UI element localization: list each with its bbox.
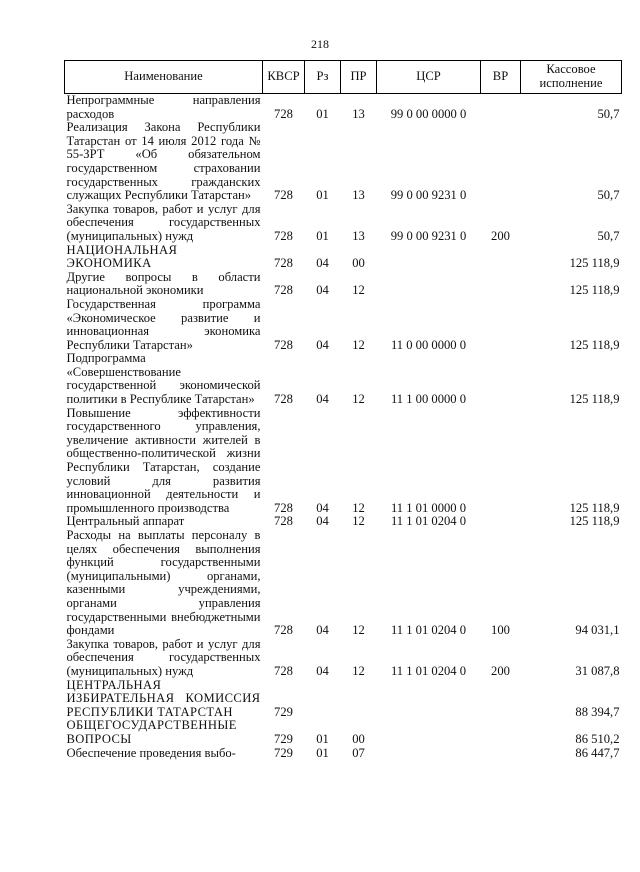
page-number: 218 [311, 37, 329, 51]
row-sum: 125 118,9 [569, 337, 620, 352]
row-pr: 07 [352, 745, 365, 760]
row-vr [481, 747, 521, 761]
table-row [65, 638, 622, 679]
row-vr [481, 352, 521, 406]
row-sum: 50,7 [597, 188, 620, 203]
row-kvsr: 728 [274, 392, 293, 407]
header-sum: Кассовое исполнение [521, 61, 622, 94]
row-rz: 04 [316, 500, 329, 515]
row-csr: 11 1 01 0204 0 [390, 663, 467, 678]
row-vr [481, 515, 521, 529]
row-vr [481, 121, 521, 203]
row-kvsr: 728 [274, 663, 293, 678]
row-name: Закупка товаров, работ и услуг для обеспечения государственных (муниципальных) нужд [66, 201, 261, 243]
row-sum: 31 087,8 [575, 663, 620, 678]
row-sum: 125 118,9 [569, 500, 620, 515]
row-vr [481, 271, 521, 298]
row-csr [377, 719, 481, 746]
row-kvsr: 729 [274, 731, 293, 746]
row-pr: 00 [352, 256, 365, 271]
row-name: Расходы на выплаты персоналу в целях обеспечения выполнения функций государственными (муниципальными) органами, казенными учреждениями, органами управления государственными внебюджетными фондами [66, 528, 261, 638]
row-csr: 99 0 00 0000 0 [390, 106, 467, 121]
row-csr: 11 1 01 0000 0 [390, 500, 467, 515]
row-sum: 125 118,9 [569, 283, 620, 298]
row-pr: 12 [352, 392, 365, 407]
row-sum: 86 510,2 [575, 731, 620, 746]
row-rz: 04 [316, 256, 329, 271]
row-vr [481, 298, 521, 352]
row-csr [377, 747, 481, 761]
row-vr: 200 [491, 228, 510, 243]
table-row [65, 407, 622, 516]
header-csr: ЦСР [377, 61, 481, 94]
budget-table [64, 60, 622, 760]
header-vr: ВР [481, 61, 521, 94]
row-rz: 04 [316, 283, 329, 298]
row-vr [481, 719, 521, 746]
row-kvsr: 728 [274, 228, 293, 243]
row-rz: 01 [316, 731, 329, 746]
row-kvsr: 728 [274, 256, 293, 271]
row-pr: 13 [352, 228, 365, 243]
row-sum: 125 118,9 [569, 392, 620, 407]
row-csr: 99 0 00 9231 0 [390, 228, 467, 243]
row-pr: 12 [352, 283, 365, 298]
row-sum: 125 118,9 [569, 514, 620, 529]
table-row [65, 203, 622, 244]
row-pr: 12 [352, 337, 365, 352]
table-row [65, 94, 622, 122]
table-row [65, 747, 622, 761]
row-vr: 200 [491, 663, 510, 678]
row-kvsr: 728 [274, 623, 293, 638]
row-rz: 01 [316, 745, 329, 760]
row-vr [481, 407, 521, 516]
row-rz [305, 679, 341, 720]
row-kvsr: 728 [274, 514, 293, 529]
row-pr: 00 [352, 731, 365, 746]
table-row [65, 529, 622, 638]
row-vr [481, 244, 521, 271]
row-name: Повышение эффективности государственного управления, увеличение активности жителей в общественно-политической жизни Республики Татарстан, создание условий для развития инновационной деятельности и промышленного производства [66, 405, 261, 515]
row-sum: 86 447,7 [575, 745, 620, 760]
row-rz: 01 [316, 188, 329, 203]
row-name: Центральный аппарат [66, 514, 185, 529]
row-csr [377, 679, 481, 720]
table-row [65, 298, 622, 352]
row-kvsr: 729 [274, 745, 293, 760]
row-kvsr: 729 [274, 704, 293, 719]
row-csr [377, 271, 481, 298]
row-pr: 12 [352, 500, 365, 515]
row-csr: 11 1 00 0000 0 [390, 392, 467, 407]
row-csr: 99 0 00 9231 0 [390, 188, 467, 203]
row-name: НАЦИОНАЛЬНАЯ ЭКОНОМИКА [66, 242, 178, 271]
row-sum: 50,7 [597, 228, 620, 243]
row-csr: 11 1 01 0204 0 [390, 514, 467, 529]
row-name: ЦЕНТРАЛЬНАЯ ИЗБИРАТЕЛЬНАЯ КОМИССИЯ РЕСПУБЛИКИ ТАТАРСТАН [66, 677, 261, 719]
row-name: Подпрограмма «Совершенствование государственной экономической политики в Республике Татарстан» [66, 351, 261, 407]
row-sum: 94 031,1 [575, 623, 620, 638]
header-pr: ПР [341, 61, 377, 94]
row-name: Реализация Закона Республики Татарстан от 14 июля 2012 года № 55-ЗРТ «Об обязательном государственном страховании государственных гражданских служащих Республики Татарстан» [66, 120, 261, 203]
row-pr: 13 [352, 188, 365, 203]
row-kvsr: 728 [274, 283, 293, 298]
row-rz: 04 [316, 663, 329, 678]
header-name: Наименование [65, 61, 263, 94]
table-row [65, 515, 622, 529]
row-kvsr: 728 [274, 337, 293, 352]
row-vr: 100 [491, 623, 510, 638]
row-sum: 50,7 [597, 106, 620, 121]
table-row [65, 352, 622, 406]
row-kvsr: 728 [274, 106, 293, 121]
row-sum: 88 394,7 [575, 704, 620, 719]
table-header-row [65, 61, 622, 94]
row-name: Непрограммные направления расходов [66, 93, 261, 121]
row-rz: 04 [316, 623, 329, 638]
row-pr: 12 [352, 514, 365, 529]
row-name: Закупка товаров, работ и услуг для обеспечения государственных (муниципальных) нужд [66, 636, 261, 678]
row-vr [481, 679, 521, 720]
row-pr: 12 [352, 663, 365, 678]
row-rz: 04 [316, 392, 329, 407]
table-row [65, 679, 622, 720]
row-pr [341, 679, 377, 720]
table-row [65, 271, 622, 298]
row-name: Другие вопросы в области национальной экономики [66, 269, 261, 298]
row-rz: 04 [316, 514, 329, 529]
row-name: Обеспечение проведения выбо- [66, 745, 236, 760]
row-vr [481, 94, 521, 122]
row-pr: 13 [352, 106, 365, 121]
header-kvsr: КВСР [263, 61, 305, 94]
table-row [65, 719, 622, 746]
header-rz: Рз [305, 61, 341, 94]
row-pr: 12 [352, 623, 365, 638]
row-rz: 01 [316, 228, 329, 243]
row-rz: 04 [316, 337, 329, 352]
row-name: Государственная программа «Экономическое развитие и инновационная экономика Республики Татарстан» [66, 296, 261, 352]
table-row [65, 121, 622, 203]
row-kvsr: 728 [274, 188, 293, 203]
row-csr: 11 1 01 0204 0 [390, 623, 467, 638]
table-row [65, 244, 622, 271]
row-kvsr: 728 [274, 500, 293, 515]
row-rz: 01 [316, 106, 329, 121]
row-name: ОБЩЕГОСУДАРСТВЕННЫЕ ВОПРОСЫ [66, 718, 237, 746]
row-csr [377, 244, 481, 271]
row-csr: 11 0 00 0000 0 [390, 337, 467, 352]
row-sum: 125 118,9 [569, 256, 620, 271]
